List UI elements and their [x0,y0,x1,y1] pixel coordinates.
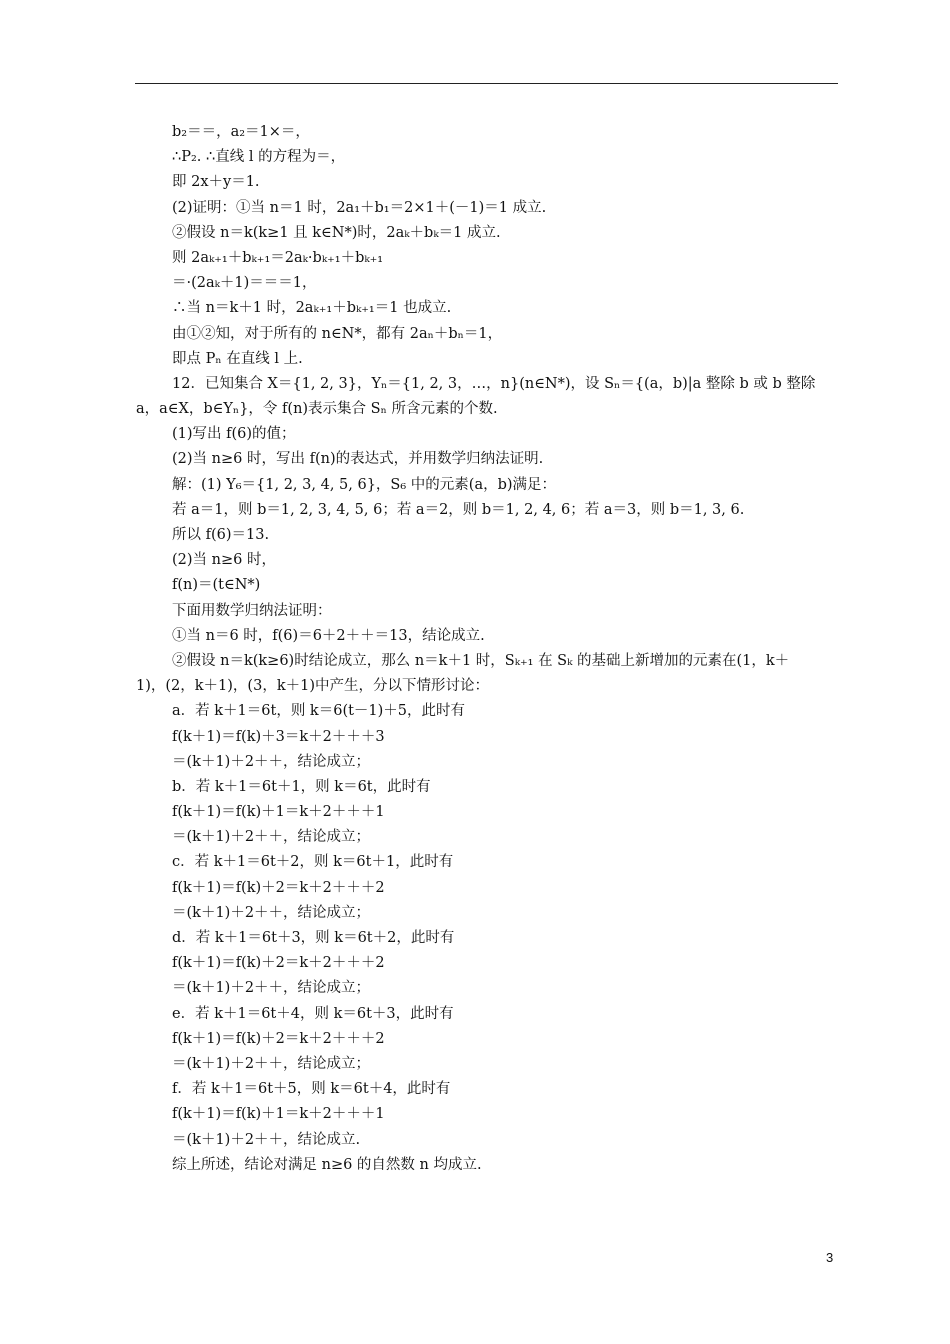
text-line: 下面用数学归纳法证明： [172,602,332,619]
text-line: ②假设 n＝k(k≥6)时结论成立，那么 n＝k＋1 时，Sₖ₊₁ 在 Sₖ 的基础上新增加的元素在(1，k＋ [172,652,790,669]
text-line: ＝(k＋1)＋2＋＋，结论成立； [172,753,371,770]
text-line: ＝·(2aₖ＋1)＝＝＝1， [172,275,317,292]
text-line: f．若 k＋1＝6t＋5，则 k＝6t＋4，此时有 [172,1081,451,1098]
text-line: f(k＋1)＝f(k)＋2＝k＋2＋＋＋2 [172,955,385,972]
text-line: 则 2aₖ₊₁＋bₖ₊₁＝2aₖ·bₖ₊₁＋bₖ₊₁ [172,249,384,266]
text-line: ＝(k＋1)＋2＋＋，结论成立. [172,1131,361,1148]
text-line: b．若 k＋1＝6t＋1，则 k＝6t，此时有 [172,778,431,795]
text-line: ＝(k＋1)＋2＋＋，结论成立； [172,980,371,997]
text-line: d．若 k＋1＝6t＋3，则 k＝6t＋2，此时有 [172,930,455,946]
conclusion-line: 综上所述，结论对满足 n≥6 的自然数 n 均成立. [172,1156,482,1173]
text-line: (1)写出 f(6)的值； [172,426,296,443]
text-line: f(k＋1)＝f(k)＋1＝k＋2＋＋＋1 [172,804,385,821]
text-line: 所以 f(6)＝13. [172,527,270,543]
text-line: ②假设 n＝k(k≥1 且 k∈N*)时，2aₖ＋bₖ＝1 成立. [172,224,501,241]
text-line: ＝(k＋1)＋2＋＋，结论成立； [172,829,371,846]
text-line: (2)当 n≥6 时， [172,552,276,569]
header-rule [135,83,838,84]
text-line: ∴当 n＝k＋1 时，2aₖ₊₁＋bₖ₊₁＝1 也成立. [172,300,452,317]
text-line: ＝(k＋1)＋2＋＋，结论成立； [172,1055,371,1072]
text-line: c．若 k＋1＝6t＋2，则 k＝6t＋1，此时有 [172,854,454,871]
text-line: 若 a＝1，则 b＝1, 2, 3, 4, 5, 6；若 a＝2，则 b＝1, 2, 4, 6；若 a＝3，则 b＝1, 3, 6. [172,501,745,518]
text-line: 1)，(2，k＋1)，(3，k＋1)中产生，分以下情形讨论： [136,678,489,695]
text-line: f(k＋1)＝f(k)＋2＝k＋2＋＋＋2 [172,879,385,896]
text-line: 即点 Pₙ 在直线 l 上. [172,350,303,367]
document-body [136,120,838,1178]
problem-12-line: 12．已知集合 X＝{1, 2, 3}，Yₙ＝{1, 2, 3，…，n}(n∈N*)，设 Sₙ＝{(a，b)|a 整除 b 或 b 整除 [172,375,816,392]
text-line: f(k＋1)＝f(k)＋1＝k＋2＋＋＋1 [172,1106,385,1123]
text-line: f(k＋1)＝f(k)＋2＝k＋2＋＋＋2 [172,1030,385,1047]
text-line: 即 2x＋y＝1. [172,174,260,191]
text-line: f(k＋1)＝f(k)＋3＝k＋2＋＋＋3 [172,728,385,745]
text-line: 解：(1) Y₆＝{1, 2, 3, 4, 5, 6}，S₆ 中的元素(a，b)满足： [172,476,557,493]
text-line: (2)证明：①当 n＝1 时，2a₁＋b₁＝2×1＋(－1)＝1 成立. [172,199,547,216]
text-line: a，a∈X，b∈Yₙ}，令 f(n)表示集合 Sₙ 所含元素的个数. [136,401,498,418]
text-line: ＝(k＋1)＋2＋＋，结论成立； [172,904,371,921]
text-line: f(n)＝(t∈N*) [172,577,261,594]
text-line: (2)当 n≥6 时，写出 f(n)的表达式，并用数学归纳法证明. [172,451,544,468]
text-line: b₂＝＝，a₂＝1×＝， [172,124,310,140]
page-number: 3 [826,1250,834,1265]
text-line: ∴P₂. ∴直线 l 的方程为＝， [172,149,346,166]
text-line: a．若 k＋1＝6t，则 k＝6(t－1)＋5，此时有 [172,703,466,720]
text-line: 由①②知，对于所有的 n∈N*，都有 2aₙ＋bₙ＝1， [172,325,503,342]
text-line: e．若 k＋1＝6t＋4，则 k＝6t＋3，此时有 [172,1005,454,1022]
text-line: ①当 n＝6 时，f(6)＝6＋2＋＋＝13，结论成立. [172,627,485,644]
